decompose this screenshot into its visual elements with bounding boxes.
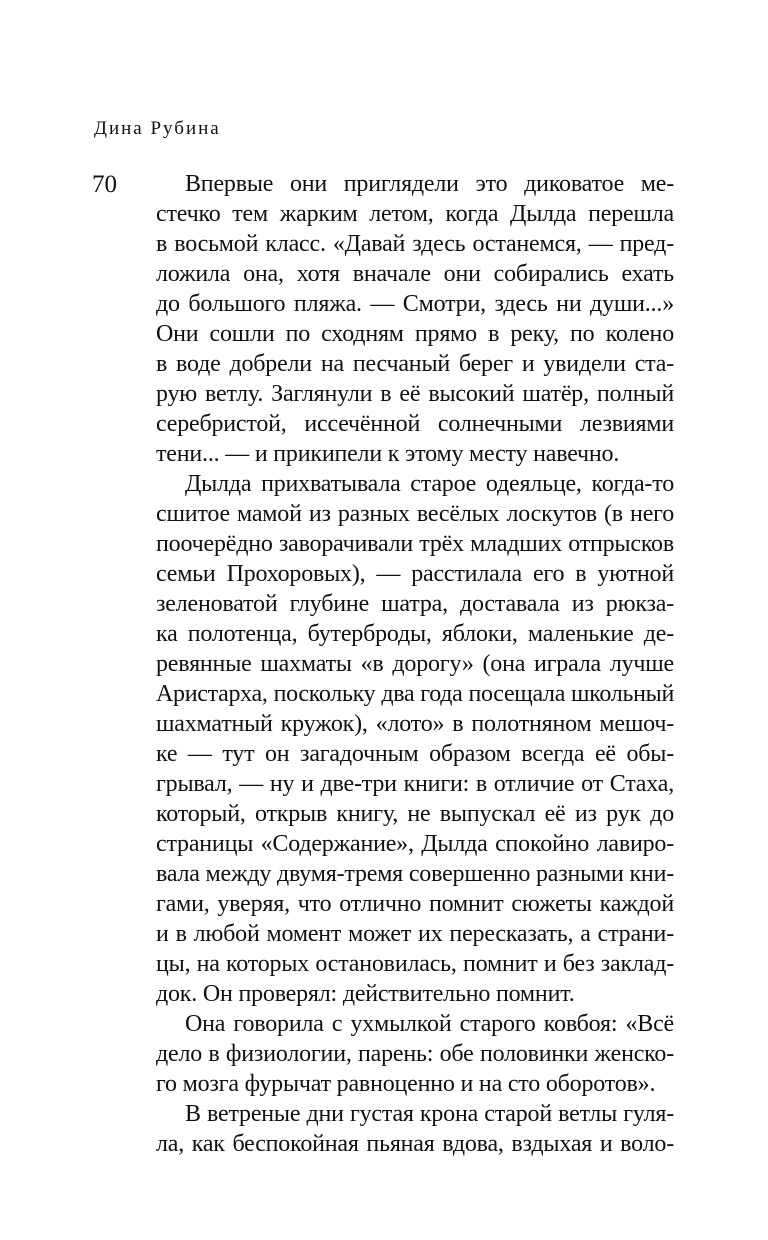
text-line: который, открыв книгу, не выпускал её из рук до [156, 801, 674, 827]
page-number: 70 [92, 171, 117, 198]
text-line: Аристарха, поскольку два года посещала школьный [156, 681, 674, 707]
text-line: Дылда прихватывала старое одеяльце, когда-то [185, 471, 674, 497]
text-line: ла, как беспокойная пьяная вдова, вздыхая и воло- [156, 1131, 674, 1157]
text-line: поочерёдно заворачивали трёх младших отпрысков [156, 531, 674, 557]
text-line: гами, уверяя, что отлично помнит сюжеты каждой [156, 891, 674, 917]
text-line: го мозга фурычат равноценно и на сто оборотов». [156, 1071, 656, 1097]
text-line: В ветреные дни густая крона старой ветлы гуля- [185, 1101, 674, 1127]
text-line: рую ветлу. Заглянули в её высокий шатёр, полный [156, 381, 674, 407]
text-line: Она говорила с ухмылкой старого ковбоя: «Всё [185, 1011, 674, 1037]
running-head: Дина Рубина [94, 118, 221, 139]
text-line: вала между двумя-тремя совершенно разными кни- [156, 861, 675, 887]
text-line: ка полотенца, бутерброды, яблоки, маленькие де- [156, 621, 674, 647]
text-line: сшитое мамой из разных весёлых лоскутов (в него [156, 501, 674, 527]
text-line: страницы «Содержание», Дылда спокойно лавиро- [156, 831, 674, 857]
text-line: Впервые они приглядели это диковатое ме- [185, 171, 674, 197]
text-line: грывал, — ну и две-три книги: в отличие от Стаха, [156, 771, 674, 797]
text-line: зеленоватой глубине шатра, доставала из рюкза- [156, 591, 674, 617]
text-line: шахматный кружок), «лото» в полотняном мешоч- [156, 711, 674, 737]
text-line: ке — тут он загадочным образом всегда её обы- [156, 741, 674, 767]
text-line: Они сошли по сходням прямо в реку, по колено [156, 321, 674, 347]
text-line: ревянные шахматы «в дорогу» (она играла лучше [156, 651, 674, 677]
text-line: в воде добрели на песчаный берег и увидели ста- [156, 351, 674, 377]
body-text [156, 169, 674, 1159]
text-line: дело в физиологии, парень: обе половинки женско- [156, 1041, 674, 1067]
text-line: док. Он проверял: действительно помнит. [156, 981, 575, 1007]
text-line: до большого пляжа. — Смотри, здесь ни души...» [156, 291, 674, 317]
text-line: ложила она, хотя вначале они собирались ехать [156, 261, 674, 287]
text-line: тени... — и прикипели к этому месту навечно. [156, 441, 620, 467]
text-line: цы, на которых остановилась, помнит и без заклад- [156, 951, 674, 977]
text-line: семьи Прохоровых), — расстилала его в уютной [156, 561, 674, 587]
text-line: в восьмой класс. «Давай здесь останемся, — пред- [156, 231, 674, 257]
text-line: серебристой, иссечённой солнечными лезвиями [156, 411, 674, 437]
text-line: и в любой момент может их пересказать, а страни- [156, 921, 674, 947]
text-line: стечко тем жарким летом, когда Дылда перешла [156, 201, 674, 227]
